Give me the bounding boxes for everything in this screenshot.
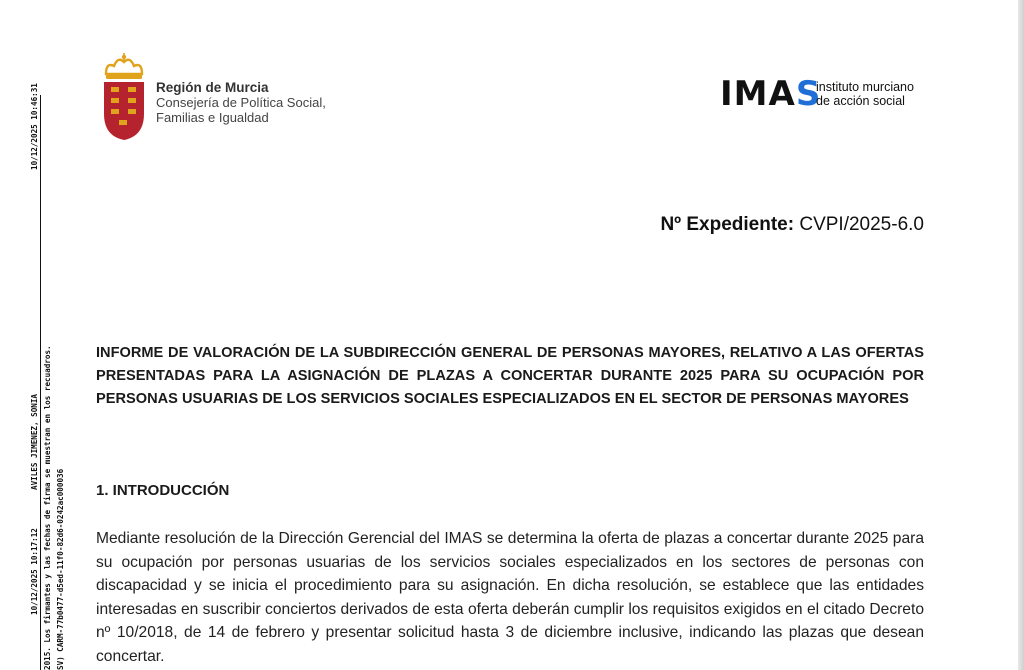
expediente-label: Nº Expediente: <box>660 214 795 235</box>
signature-timestamp-bottom: 10/12/2025 10:17:12 <box>30 528 39 615</box>
section-heading: 1. INTRODUCCIÓN <box>96 482 230 499</box>
signature-timestamp-top: 10/12/2025 10:46:31 <box>30 83 39 170</box>
region-department-line2: Familias e Igualdad <box>156 110 269 125</box>
imas-subtitle-line2: de acción social <box>816 94 905 108</box>
region-text <box>156 80 326 125</box>
signature-strip <box>18 83 68 670</box>
imas-wordmark: IMAS <box>720 74 822 114</box>
imas-logo <box>720 74 940 114</box>
region-murcia-logo <box>100 52 360 142</box>
region-department-line1: Consejería de Política Social, <box>156 95 326 110</box>
coat-of-arms-icon <box>100 52 148 142</box>
report-title: INFORME DE VALORACIÓN DE LA SUBDIRECCIÓN GENERAL DE PERSONAS MAYORES, RELATIVO A LAS OFERTAS PRESENTADAS PARA LA ASIGNACIÓN DE PLAZAS A CONCERTAR DURANTE 2025 PARA SU OCUPACIÓN POR PERSONAS USUARIAS DE LOS SERVICIOS SOCIALES ESPECIALIZADOS EN EL SECTOR DE PERSONAS MAYORES <box>96 345 924 407</box>
imas-subtitle-line1: instituto murciano <box>816 80 914 94</box>
body-paragraph: Mediante resolución de la Dirección Gerencial del IMAS se determina la oferta de plazas a concertar durante 2025 para su ocupación por personas usuarias de los servicios sociales especializados en los sectores de personas con discapacidad y se inicia el procedimiento para su asignación. En dicha resolución, se establece que las entidades interesadas en suscribir conciertos derivados de esta oferta deberán cumplir los requisitos exigidos en el citado Decreto nº 10/2018, de 14 de febrero y presentar solicitud hasta 3 de diciembre inclusive, indicando las plazas que desean concertar. <box>96 530 924 665</box>
verification-code: SV) CARM-77b0477-d5ed-11f0-82d6-0242ac000036 <box>56 468 65 670</box>
imas-subtitle <box>816 80 914 108</box>
strip-divider <box>40 95 41 670</box>
signer-name: AVILES JIMENEZ, SONIA <box>30 393 39 490</box>
page-edge <box>1018 0 1024 670</box>
expediente-number <box>660 214 924 236</box>
expediente-value: CVPI/2025-6.0 <box>799 214 924 235</box>
region-name: Región de Murcia <box>156 80 269 95</box>
signature-notice: 2015. Los firmantes y las fechas de firma se muestran en los recuadros. <box>43 345 52 670</box>
